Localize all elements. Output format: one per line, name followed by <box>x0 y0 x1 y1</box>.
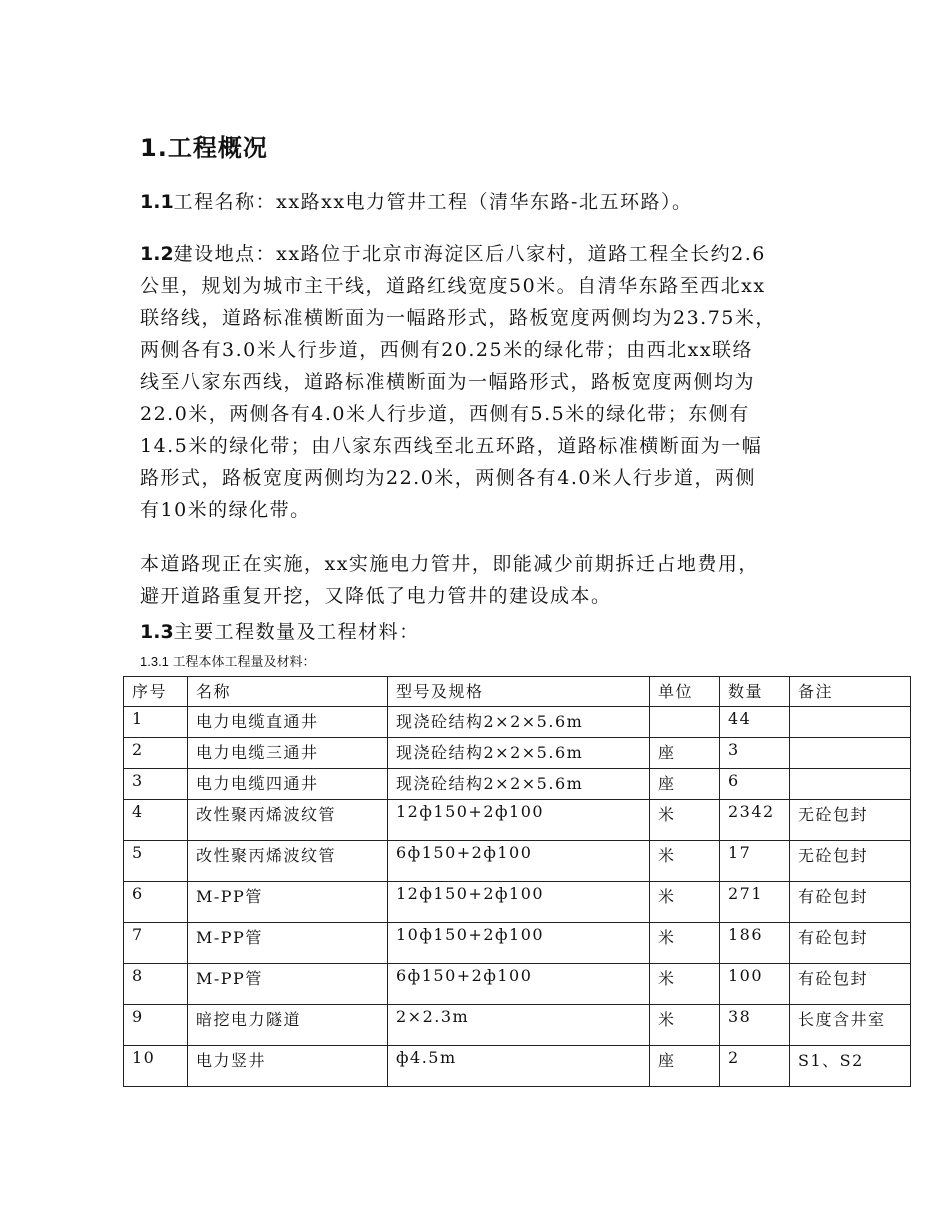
table-row <box>124 923 911 964</box>
cell-unit: 米 <box>650 1005 720 1046</box>
cell-quantity: 2342 <box>720 800 790 841</box>
text-line: 14.5米的绿化带；由八家东西线至北五环路，道路标准横断面为一幅 <box>140 435 763 457</box>
table-row <box>124 882 911 923</box>
header-spec: 型号及规格 <box>388 677 650 707</box>
project-name-text: 工程名称：xx路xx电力管井工程（清华东路-北五环路）。 <box>173 191 693 213</box>
text-line: 联络线，道路标准横断面为一幅路形式，路板宽度两侧均为23.75米， <box>140 307 776 329</box>
cell-name: 电力电缆四通井 <box>188 769 388 800</box>
table-row <box>124 1005 911 1046</box>
cell-unit: 米 <box>650 882 720 923</box>
table-row <box>124 1046 911 1087</box>
text-line: 22.0米，两侧各有4.0米人行步道，西侧有5.5米的绿化带；东侧有 <box>140 403 750 425</box>
cell-index: 3 <box>124 769 188 800</box>
section-heading: 1.工程概况 <box>140 134 268 162</box>
header-remark: 备注 <box>790 677 911 707</box>
cell-remark <box>790 738 911 769</box>
cell-remark: 有砼包封 <box>790 964 911 1005</box>
text-line: 本道路现正在实施，xx实施电力管井，即能减少前期拆迁占地费用， <box>140 553 759 575</box>
cell-spec: 6ф150+2ф100 <box>388 841 650 882</box>
header-index: 序号 <box>124 677 188 707</box>
cell-index: 4 <box>124 800 188 841</box>
cell-index: 5 <box>124 841 188 882</box>
text-line: 公里，规划为城市主干线，道路红线宽度50米。自清华东路至西北xx <box>140 275 766 297</box>
cell-remark: 有砼包封 <box>790 882 911 923</box>
cell-quantity: 6 <box>720 769 790 800</box>
subsection-caption: 1.3.1 工程本体工程量及材料： <box>140 654 316 669</box>
cell-name: 暗挖电力隧道 <box>188 1005 388 1046</box>
cell-spec: 6ф150+2ф100 <box>388 964 650 1005</box>
text-line: 路形式，路板宽度两侧均为22.0米，两侧各有4.0米人行步道，两侧 <box>140 467 757 489</box>
cell-quantity: 186 <box>720 923 790 964</box>
table-row <box>124 707 911 738</box>
cell-spec: 2×2.3m <box>388 1005 650 1046</box>
cell-spec: ф4.5m <box>388 1046 650 1087</box>
cell-name: 电力竖井 <box>188 1046 388 1087</box>
text-line: 线至八家东西线，道路标准横断面为一幅路形式，路板宽度两侧均为 <box>140 371 756 393</box>
cell-spec: 10ф150+2ф100 <box>388 923 650 964</box>
cell-name: M-PP管 <box>188 882 388 923</box>
cell-remark: 无砼包封 <box>790 800 911 841</box>
cell-remark: 长度含井室 <box>790 1005 911 1046</box>
cell-quantity: 2 <box>720 1046 790 1087</box>
cell-index: 2 <box>124 738 188 769</box>
cell-index: 7 <box>124 923 188 964</box>
cell-quantity: 17 <box>720 841 790 882</box>
cell-spec: 12ф150+2ф100 <box>388 800 650 841</box>
paragraph-1-3: 1.3主要工程数量及工程材料： <box>140 621 420 643</box>
cell-index: 9 <box>124 1005 188 1046</box>
text-line: 两侧各有3.0米人行步道，西侧有20.25米的绿化带；由西北xx联络 <box>140 339 754 361</box>
cell-quantity: 3 <box>720 738 790 769</box>
section-number: 1.3 <box>140 621 174 643</box>
cell-unit: 米 <box>650 800 720 841</box>
paragraph-implementation <box>140 548 830 612</box>
text-line: 有10米的绿化带。 <box>140 499 311 521</box>
text-line: 避开道路重复开挖，又降低了电力管井的建设成本。 <box>140 585 612 607</box>
cell-remark: 有砼包封 <box>790 923 911 964</box>
section-number: 1.1 <box>140 191 174 213</box>
cell-index: 6 <box>124 882 188 923</box>
cell-name: 电力电缆直通井 <box>188 707 388 738</box>
cell-quantity: 44 <box>720 707 790 738</box>
cell-quantity: 100 <box>720 964 790 1005</box>
cell-index: 8 <box>124 964 188 1005</box>
header-name: 名称 <box>188 677 388 707</box>
table-row <box>124 738 911 769</box>
cell-unit: 米 <box>650 923 720 964</box>
table-row <box>124 800 911 841</box>
cell-quantity: 38 <box>720 1005 790 1046</box>
cell-name: 改性聚丙烯波纹管 <box>188 841 388 882</box>
cell-quantity: 271 <box>720 882 790 923</box>
table-row <box>124 841 911 882</box>
table-header-row <box>124 677 911 707</box>
cell-index: 1 <box>124 707 188 738</box>
paragraph-1-2 <box>140 238 830 526</box>
cell-name: M-PP管 <box>188 964 388 1005</box>
cell-name: 电力电缆三通井 <box>188 738 388 769</box>
cell-spec: 现浇砼结构2×2×5.6m <box>388 738 650 769</box>
section-number: 1.2 <box>140 243 174 265</box>
table-row <box>124 964 911 1005</box>
quantity-table <box>123 676 911 1087</box>
cell-unit <box>650 707 720 738</box>
cell-unit: 米 <box>650 841 720 882</box>
cell-spec: 现浇砼结构2×2×5.6m <box>388 707 650 738</box>
text-line: 1.2建设地点：xx路位于北京市海淀区后八家村，道路工程全长约2.6 <box>140 243 766 265</box>
paragraph-1-1 <box>140 186 830 218</box>
cell-unit: 座 <box>650 769 720 800</box>
cell-unit: 座 <box>650 738 720 769</box>
cell-index: 10 <box>124 1046 188 1087</box>
cell-remark <box>790 769 911 800</box>
cell-unit: 座 <box>650 1046 720 1087</box>
cell-spec: 现浇砼结构2×2×5.6m <box>388 769 650 800</box>
table-row <box>124 769 911 800</box>
cell-unit: 米 <box>650 964 720 1005</box>
cell-remark <box>790 707 911 738</box>
cell-spec: 12ф150+2ф100 <box>388 882 650 923</box>
cell-name: 改性聚丙烯波纹管 <box>188 800 388 841</box>
cell-remark: 无砼包封 <box>790 841 911 882</box>
cell-name: M-PP管 <box>188 923 388 964</box>
cell-remark: S1、S2 <box>790 1046 911 1087</box>
header-quantity: 数量 <box>720 677 790 707</box>
header-unit: 单位 <box>650 677 720 707</box>
